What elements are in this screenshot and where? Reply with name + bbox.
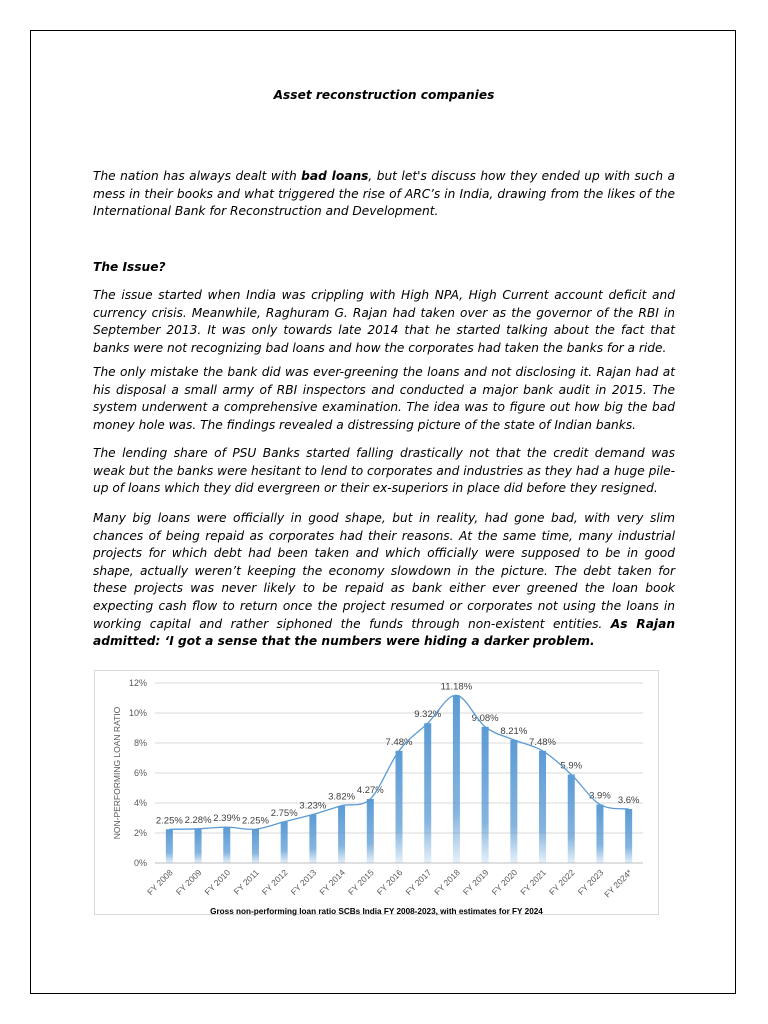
chart-caption: Gross non-performing loan ratio SCBs India FY 2008-2023, with estimates for FY 2024	[210, 907, 543, 916]
paragraph-4-quote: As Rajan admitted: ‘I got a sense that the numbers were hiding a darker problem.	[93, 616, 675, 649]
x-tick-label: FY 2010	[202, 867, 233, 898]
bar	[424, 723, 431, 863]
x-tick-label: FY 2009	[173, 867, 204, 898]
x-tick-label: FY 2017	[403, 867, 434, 898]
data-label: 9.32%	[414, 709, 442, 721]
x-tick-label: FY 2013	[288, 867, 319, 898]
x-tick-label: FY 2011	[231, 867, 261, 897]
data-label: 7.48%	[385, 736, 413, 748]
intro-bold: bad loans	[301, 169, 369, 183]
x-tick-label: FY 2020	[489, 867, 520, 898]
y-tick-label: 8%	[133, 738, 147, 748]
bar	[625, 809, 632, 863]
bar	[367, 799, 374, 863]
bar	[596, 805, 603, 864]
data-label: 3.23%	[299, 800, 327, 812]
y-tick-label: 4%	[133, 798, 147, 808]
bar	[510, 740, 517, 863]
x-tick-label: FY 2023	[575, 867, 606, 898]
paragraph-4	[93, 510, 675, 651]
y-tick-label: 0%	[133, 858, 147, 868]
x-tick-label: FY 2008	[145, 867, 175, 898]
intro-text-1: The nation has always dealt with	[93, 169, 302, 183]
data-label: 9.08%	[471, 712, 499, 724]
data-label: 2.75%	[270, 807, 298, 819]
x-tick-label: FY 2022	[546, 867, 577, 898]
npa-chart	[95, 671, 660, 916]
bar	[309, 815, 316, 863]
x-tick-label: FY 2024*	[602, 867, 635, 900]
y-axis-label: NON-PERFORMING LOAN RATIO	[112, 706, 122, 840]
paragraph-2: The only mistake the bank did was ever-greening the loans and not disclosing it. Rajan had at his disposal a small army of RBI inspectors and conducted a major bank audit in 2015. The system underwent a comprehensive examination. The idea was to figure out how big the bad money hole was. The findings revealed a distressing picture of the state of Indian banks.	[93, 365, 675, 432]
paragraph-1: The issue started when India was crippling with High NPA, High Current account deficit and currency crisis. Meanwhile, Raghuram G. Rajan had taken over as the governor of the RBI in September 2013. It was only towards late 2014 that he started talking about the fact that banks were not recognizing bad loans and how the corporates had taken the banks for a ride.	[93, 288, 675, 355]
data-label: 2.25%	[155, 815, 183, 827]
bar	[482, 727, 489, 863]
x-tick-label: FY 2019	[460, 867, 491, 898]
bar	[338, 806, 345, 863]
data-label: 3.9%	[589, 790, 611, 802]
data-label: 8.21%	[500, 725, 528, 737]
x-tick-label: FY 2015	[346, 867, 376, 898]
data-label: 2.39%	[213, 813, 241, 825]
bar	[568, 775, 575, 864]
y-tick-label: 10%	[128, 708, 147, 718]
y-tick-label: 6%	[133, 768, 147, 778]
bar	[252, 829, 259, 863]
data-label: 2.25%	[242, 815, 269, 827]
x-tick-label: FY 2018	[432, 867, 462, 898]
data-label: 3.82%	[328, 791, 356, 803]
intro-text-2: , but let's discuss how they ended up with such a mess in their books and what triggered the rise of ARC’s in India, drawing from the likes of the International Bank for Reconstruction and Development.	[93, 169, 675, 219]
bar	[195, 829, 202, 863]
bar	[539, 751, 546, 863]
data-label: 2.28%	[184, 814, 212, 826]
data-label: 3.6%	[617, 795, 640, 806]
data-label: 4.27%	[356, 784, 384, 796]
paragraph-4-text: Many big loans were officially in good shape, but in reality, had gone bad, with very slim chances of being repaid as corporates had their reasons. At the same time, many industrial projects for which debt had been taken and which officially were supposed to be in good shape, actually weren’t keeping the economy slowdown in the picture. The debt taken for these projects was never likely to be repaid as bank either ever greened the loan book expecting cash flow to return once the project resumed or corporates not using the loans in working capital and rather siphoned the funds through non-existent entities.	[93, 511, 675, 631]
bar	[453, 695, 460, 863]
intro-paragraph	[93, 168, 675, 221]
document-title: Asset reconstruction companies	[273, 88, 495, 102]
bar	[223, 827, 230, 863]
bar	[281, 822, 288, 863]
bar	[396, 751, 403, 863]
x-tick-label: FY 2021	[518, 867, 548, 898]
paragraph-3: The lending share of PSU Banks started falling drastically not that the credit demand was weak but the banks were hesitant to lend to corporates and industries as they had a huge pile-up of loans which they did evergreen or their ex-superiors in place did before they resigned.	[93, 446, 675, 496]
data-label: 5.9%	[560, 760, 583, 772]
x-tick-label: FY 2016	[374, 867, 405, 898]
x-tick-label: FY 2014	[317, 867, 348, 898]
x-tick-label: FY 2012	[259, 867, 290, 898]
section-heading: The Issue?	[93, 260, 166, 274]
data-label: 11.18%	[440, 681, 473, 693]
bar	[166, 829, 173, 863]
y-tick-label: 12%	[128, 678, 147, 688]
chart-container	[94, 670, 659, 915]
data-label: 7.48%	[529, 736, 556, 748]
y-tick-label: 2%	[133, 828, 147, 838]
